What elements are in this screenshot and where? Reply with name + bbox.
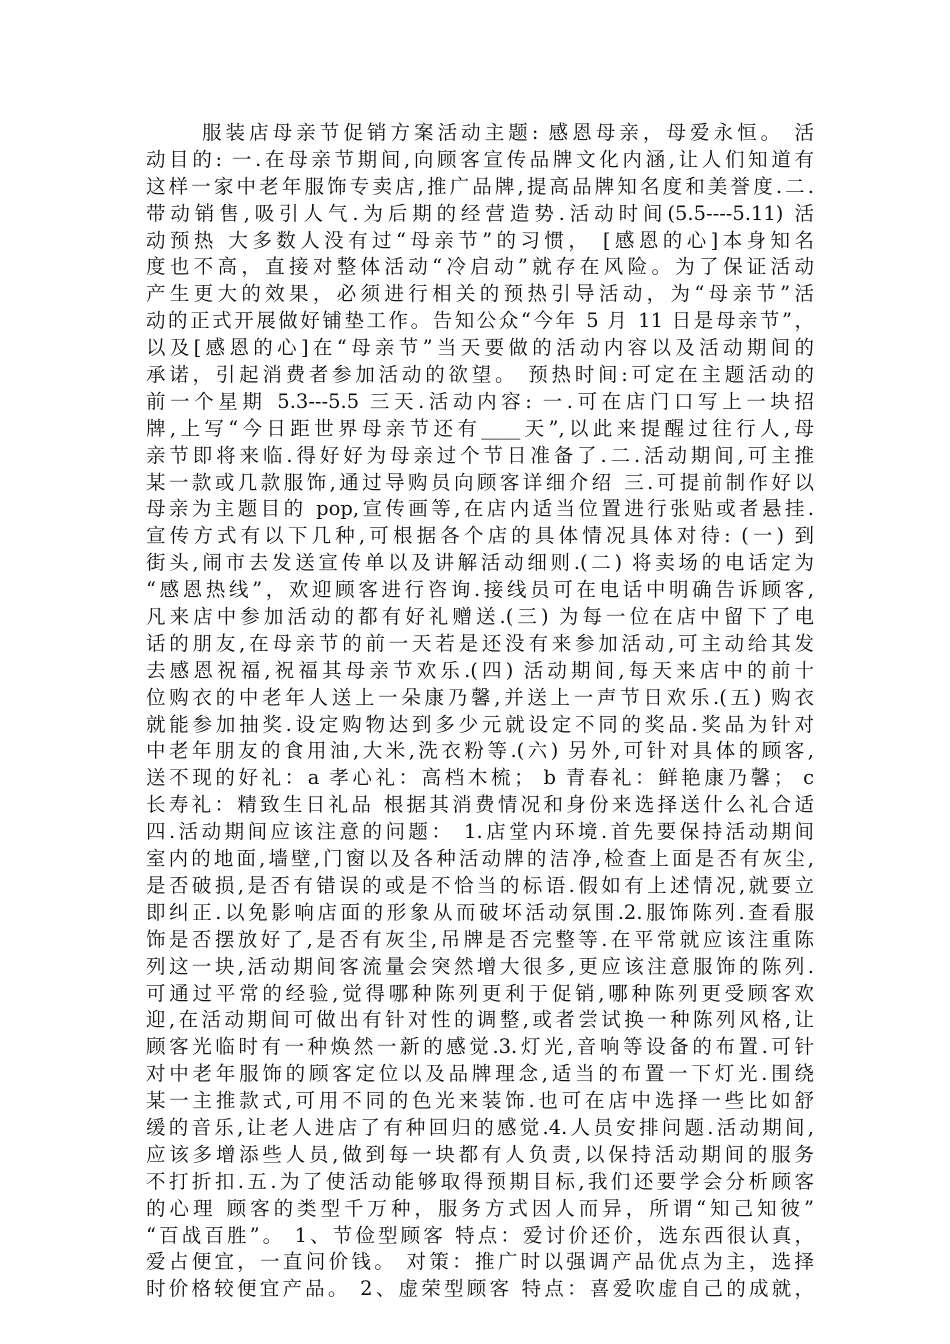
text-line: 某一主推款式,可用不同的色光来装饰.也可在店中选择一些比如舒 bbox=[146, 1089, 814, 1113]
text-line: 某一款或几款服饰,通过导购员向顾客详细介绍 三.可提前制作好以 bbox=[146, 470, 814, 494]
text-line: 爱占便宜，一直问价钱。 对策：推广时以强调产品优点为主，选择 bbox=[146, 1250, 814, 1274]
text-line: 长寿礼：精致生日礼品 根据其消费情况和身份来选择送什么礼合适 bbox=[146, 793, 814, 817]
text-line: “百战百胜”。 1、节俭型顾客 特点：爱讨价还价，选东西很认真， bbox=[146, 1223, 814, 1247]
text-line: 动目的: 一.在母亲节期间,向顾客宣传品牌文化内涵,让人们知道有 bbox=[146, 147, 814, 171]
text-line: 动的正式开展做好铺垫工作。告知公众“今年 5 月 11 日是母亲节”， bbox=[146, 309, 814, 333]
text-line: 是否破损,是否有错误的或是不恰当的标语.假如有上述情况,就要立 bbox=[146, 873, 814, 897]
text-line: 应该多增添些人员,做到每一块都有人负责,以保持活动期间的服务 bbox=[146, 1142, 814, 1166]
text-line: 以及[感恩的心]在“母亲节”当天要做的活动内容以及活动期间的 bbox=[146, 336, 814, 360]
text-line: 时价格较便宜产品。 2、虚荣型顾客 特点：喜爱吹虚自己的成就， bbox=[146, 1277, 814, 1301]
text-line: 牌,上写“今日距世界母亲节还有____天”,以此来提醒过往行人,母 bbox=[146, 416, 814, 440]
text-line: 列这一块,活动期间客流量会突然增大很多,更应该注意服饰的陈列. bbox=[146, 954, 814, 978]
text-line: 度也不高，直接对整体活动“冷启动”就存在风险。为了保证活动 bbox=[146, 255, 814, 279]
text-line: 亲节即将来临.得好好为母亲过个节日准备了.二.活动期间,可主推 bbox=[146, 443, 814, 467]
text-line: 去感恩祝福,祝福其母亲节欢乐.(四) 活动期间,每天来店中的前十 bbox=[146, 658, 814, 682]
text-line: 迎,在活动期间可做出有针对性的调整,或者尝试换一种陈列风格,让 bbox=[146, 1008, 814, 1032]
text-line: 宣传方式有以下几种,可根据各个店的具体情况具体对待: (一) 到 bbox=[146, 524, 814, 548]
text-line: 位购衣的中老年人送上一朵康乃馨,并送上一声节日欢乐.(五) 购衣 bbox=[146, 685, 814, 709]
text-line: 带动销售,吸引人气.为后期的经营造势.活动时间(5.5----5.11) 活 bbox=[146, 201, 814, 225]
text-line: 前一个星期 5.3---5.5 三天.活动内容: 一.可在店门口写上一块招 bbox=[146, 389, 814, 413]
text-line: 动预热 大多数人没有过“母亲节”的习惯， [感恩的心]本身知名 bbox=[146, 228, 814, 252]
text-line: 四.活动期间应该注意的问题： 1.店堂内环境.首先要保持活动期间 bbox=[146, 820, 814, 844]
text-line: 话的朋友,在母亲节的前一天若是还没有来参加活动,可主动给其发 bbox=[146, 631, 814, 655]
text-line: 顾客光临时有一种焕然一新的感觉.3.灯光,音响等设备的布置.可针 bbox=[146, 1035, 814, 1059]
text-line: 的心理 顾客的类型千万种，服务方式因人而异，所谓“知己知彼” bbox=[146, 1196, 814, 1220]
text-line: 饰是否摆放好了,是否有灰尘,吊牌是否完整等.在平常就应该注重陈 bbox=[146, 927, 814, 951]
text-line: 缓的音乐,让老人进店了有种回归的感觉.4.人员安排问题.活动期间, bbox=[146, 1115, 814, 1139]
text-line: 街头,闹市去发送宣传单以及讲解活动细则.(二) 将卖场的电话定为 bbox=[146, 551, 814, 575]
text-line: 中老年朋友的食用油,大米,洗衣粉等.(六) 另外,可针对具体的顾客, bbox=[146, 739, 814, 763]
text-line: 服装店母亲节促销方案活动主题: 感恩母亲，母爱永恒。 活 bbox=[202, 121, 814, 144]
text-line: 凡来店中参加活动的都有好礼赠送.(三) 为每一位在店中留下了电 bbox=[146, 605, 814, 629]
text-line: 母亲为主题目的 pop,宣传画等,在店内适当位置进行张贴或者悬挂. bbox=[146, 497, 814, 521]
text-line: 承诺，引起消费者参加活动的欲望。 预热时间:可定在主题活动的 bbox=[146, 363, 814, 387]
text-line: 送不现的好礼：a 孝心礼：高档木梳； b 青春礼：鲜艳康乃馨； c bbox=[146, 766, 814, 790]
text-line: 即纠正.以免影响店面的形象从而破坏活动氛围.2.服饰陈列.查看服 bbox=[146, 900, 814, 924]
text-line: 可通过平常的经验,觉得哪种陈列更利于促销,哪种陈列更受顾客欢 bbox=[146, 981, 814, 1005]
text-line: 不打折扣.五.为了使活动能够取得预期目标,我们还要学会分析顾客 bbox=[146, 1169, 814, 1193]
body-text bbox=[146, 120, 814, 1303]
text-line: 就能参加抽奖.设定购物达到多少元就设定不同的奖品.奖品为针对 bbox=[146, 712, 814, 736]
text-line: 这样一家中老年服饰专卖店,推广品牌,提高品牌知名度和美誉度.二. bbox=[146, 174, 814, 198]
text-line: 对中老年服饰的顾客定位以及品牌理念,适当的布置一下灯光.围绕 bbox=[146, 1062, 814, 1086]
text-line: “感恩热线”，欢迎顾客进行咨询.接线员可在电话中明确告诉顾客, bbox=[146, 578, 814, 602]
text-line: 室内的地面,墙壁,门窗以及各种活动牌的洁净,检查上面是否有灰尘, bbox=[146, 847, 814, 871]
text-line: 产生更大的效果，必须进行相关的预热引导活动，为“母亲节”活 bbox=[146, 282, 814, 306]
